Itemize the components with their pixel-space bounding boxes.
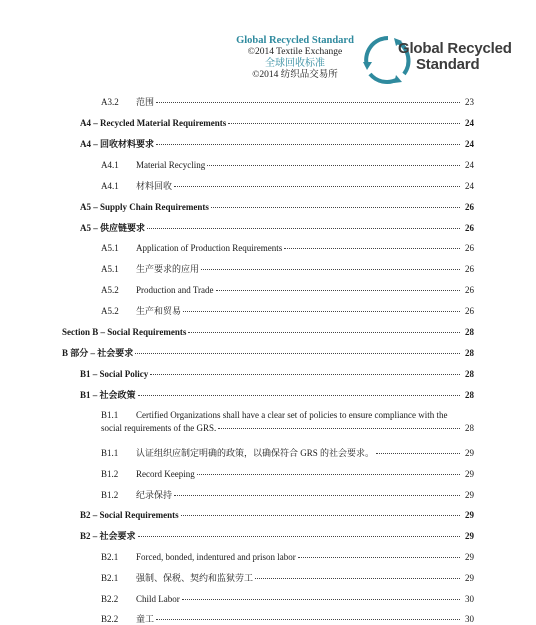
- toc-entry-page: 23: [465, 97, 474, 107]
- toc-entry[interactable]: [80, 118, 474, 129]
- dot-leader: [156, 619, 460, 620]
- toc-entry-title: 纪录保持: [136, 490, 173, 500]
- toc-entry-page: 29: [465, 469, 474, 479]
- toc-entry-number: A5.1: [101, 264, 119, 274]
- toc-entry-title: Application of Production Requirements: [136, 243, 283, 253]
- toc-entry-title-continued: social requirements of the GRS.: [101, 423, 217, 433]
- toc-entry-page: 30: [465, 614, 474, 624]
- toc-entry-number: A5.2: [101, 285, 119, 295]
- toc-entry[interactable]: [101, 552, 474, 563]
- toc-entry-title: Forced, bonded, indentured and prison labor: [136, 552, 296, 562]
- toc-entry-page: 28: [465, 423, 474, 433]
- toc-entry-number: B1.2: [101, 469, 119, 479]
- dot-leader: [218, 428, 460, 429]
- toc-entry[interactable]: [101, 614, 474, 625]
- toc-entry-page: 29: [465, 552, 474, 562]
- toc-entry-page: 26: [465, 202, 474, 212]
- dot-leader: [188, 332, 460, 333]
- page-header: [0, 0, 536, 90]
- toc-entry-page: 29: [465, 573, 474, 583]
- dot-leader: [183, 311, 460, 312]
- dot-leader: [376, 453, 460, 454]
- toc-entry-page: 28: [465, 369, 474, 379]
- toc-entry-number: B2.1: [101, 552, 119, 562]
- toc-entry[interactable]: [101, 306, 474, 317]
- toc-entry-page: 28: [465, 327, 474, 337]
- toc-entry[interactable]: [101, 573, 474, 584]
- dot-leader: [182, 599, 460, 600]
- toc-entry-page: 24: [465, 160, 474, 170]
- toc-entry-title: B2 – Social Requirements: [80, 510, 179, 520]
- dot-leader: [150, 374, 460, 375]
- toc-entry-page: 24: [465, 181, 474, 191]
- header-copyright-en: ©2014 Textile Exchange: [247, 47, 343, 57]
- toc-entry[interactable]: [80, 390, 474, 401]
- dot-leader: [138, 395, 460, 396]
- toc-entry[interactable]: [62, 348, 474, 359]
- toc-entry-number: B2.2: [101, 614, 119, 624]
- toc-entry-title: A5 – Supply Chain Requirements: [80, 202, 209, 212]
- toc-entry-title: 范围: [136, 97, 155, 107]
- toc-entry-page: 24: [465, 118, 474, 128]
- toc-entry-page: 24: [465, 139, 474, 149]
- toc-entry-page: 26: [465, 306, 474, 316]
- toc-entry-title: 强制、保税、契约和监狱劳工: [136, 573, 254, 583]
- toc-entry-page: 26: [465, 285, 474, 295]
- dot-leader: [181, 515, 460, 516]
- toc-entry-page: 26: [465, 223, 474, 233]
- toc-entry[interactable]: [80, 139, 474, 150]
- dot-leader: [174, 495, 460, 496]
- toc-entry[interactable]: [80, 369, 474, 380]
- toc-entry-number: B2.2: [101, 594, 119, 604]
- toc-entry[interactable]: [80, 510, 474, 521]
- toc-entry[interactable]: [101, 469, 474, 480]
- toc-entry-number: B2.1: [101, 573, 119, 583]
- toc-entry[interactable]: [101, 160, 474, 171]
- toc-entry[interactable]: [101, 285, 474, 296]
- toc-entry-title: Production and Trade: [136, 285, 214, 295]
- toc-entry-number: A5.1: [101, 243, 119, 253]
- toc-entry-title: 童工: [136, 614, 155, 624]
- toc-entry-title: 认证组织应制定明确的政策，以确保符合 GRS 的社会要求。: [136, 448, 375, 458]
- toc-entry-title: 生产要求的应用: [136, 264, 200, 274]
- toc-entry-number: B1.1: [101, 410, 119, 420]
- toc-entry[interactable]: [101, 423, 474, 434]
- toc-entry-page: 29: [465, 448, 474, 458]
- toc-entry-page: 26: [465, 243, 474, 253]
- toc-entry-title: Record Keeping: [136, 469, 195, 479]
- dot-leader: [211, 207, 460, 208]
- toc-entry-title: B1 – 社会政策: [80, 390, 136, 400]
- toc-entry-title: 材料回收: [136, 181, 173, 191]
- toc-entry[interactable]: [62, 327, 474, 338]
- dot-leader: [255, 578, 460, 579]
- dot-leader: [156, 144, 460, 145]
- toc-entry-page: 29: [465, 531, 474, 541]
- toc-entry-title: Section B – Social Requirements: [62, 327, 187, 337]
- toc-entry[interactable]: [101, 448, 474, 459]
- toc-entry-title: B1 – Social Policy: [80, 369, 149, 379]
- toc-entry-number: B1.1: [101, 448, 119, 458]
- toc-entry[interactable]: [80, 223, 474, 234]
- toc-entry-title: A5 – 供应链要求: [80, 223, 145, 233]
- toc-entry[interactable]: [101, 264, 474, 275]
- toc-entry[interactable]: [101, 181, 474, 192]
- toc-entry-title: Child Labor: [136, 594, 180, 604]
- dot-leader: [284, 248, 460, 249]
- toc-entry-number: A5.2: [101, 306, 119, 316]
- toc-entry-title: Certified Organizations shall have a clear set of policies to ensure compliance with the: [136, 410, 448, 420]
- dot-leader: [197, 474, 460, 475]
- dot-leader: [156, 102, 460, 103]
- toc-entry-title: 生产和贸易: [136, 306, 182, 316]
- dot-leader: [216, 290, 461, 291]
- dot-leader: [201, 269, 460, 270]
- toc-entry-page: 29: [465, 490, 474, 500]
- toc-entry-title: A4 – Recycled Material Requirements: [80, 118, 227, 128]
- dot-leader: [174, 186, 460, 187]
- header-title-cn: 全球回收标准: [265, 58, 325, 69]
- toc-entry[interactable]: [101, 490, 474, 501]
- toc-entry-page: 28: [465, 348, 474, 358]
- toc-entry-page: 28: [465, 390, 474, 400]
- header-copyright-cn: ©2014 纺织品交易所: [252, 70, 338, 80]
- dot-leader: [207, 165, 460, 166]
- toc-entry[interactable]: [80, 531, 474, 542]
- logo-text-line1: Global Recycled: [398, 40, 512, 57]
- dot-leader: [298, 557, 460, 558]
- header-title: Global Recycled Standard: [236, 35, 354, 46]
- toc-entry[interactable]: [101, 594, 474, 605]
- toc-entry[interactable]: [80, 202, 474, 213]
- logo-text-line2: Standard: [416, 56, 480, 73]
- toc-entry-title: B 部分 – 社会要求: [62, 348, 134, 358]
- dot-leader: [138, 536, 460, 537]
- toc-entry[interactable]: [101, 97, 474, 108]
- toc-entry-title: Material Recycling: [136, 160, 206, 170]
- dot-leader: [228, 123, 460, 124]
- toc-entry-wrapped-first-line[interactable]: [101, 410, 447, 421]
- toc-entry-page: 30: [465, 594, 474, 604]
- dot-leader: [147, 228, 460, 229]
- toc-entry-title: B2 – 社会要求: [80, 531, 136, 541]
- toc-entry-page: 29: [465, 510, 474, 520]
- toc-entry-title: A4 – 回收材料要求: [80, 139, 154, 149]
- toc-entry-page: 26: [465, 264, 474, 274]
- toc-entry-number: B1.2: [101, 490, 119, 500]
- dot-leader: [135, 353, 460, 354]
- toc-entry[interactable]: [101, 243, 474, 254]
- toc-entry-number: A3.2: [101, 97, 119, 107]
- grs-logo: [358, 32, 512, 88]
- toc-entry-number: A4.1: [101, 160, 119, 170]
- toc-entry-number: A4.1: [101, 181, 119, 191]
